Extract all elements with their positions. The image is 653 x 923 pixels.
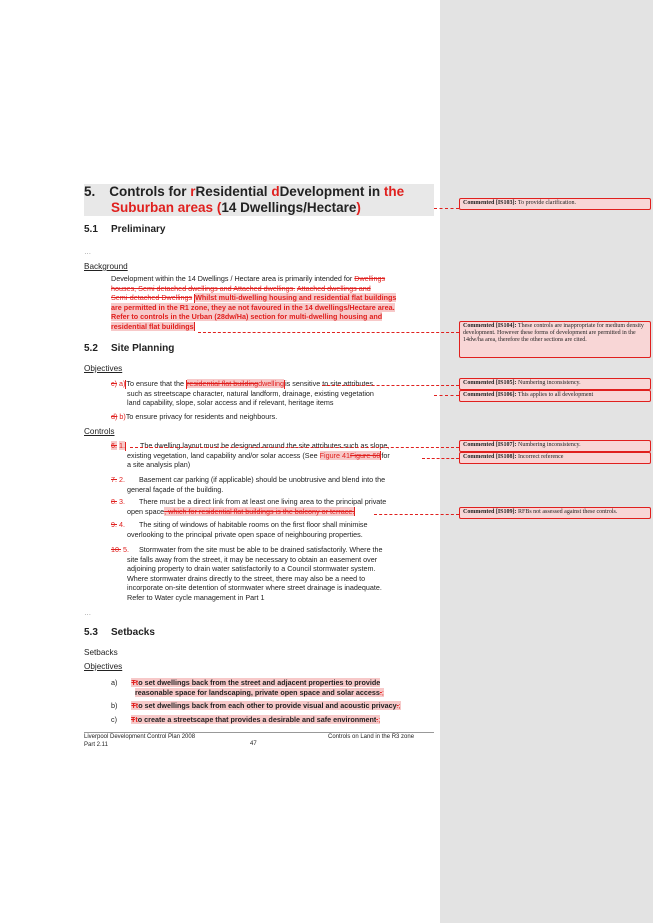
section-heading-line2: Suburban areas (14 Dwellings/Hectare) bbox=[111, 200, 361, 215]
ellipsis: … bbox=[84, 247, 92, 256]
footer-page-number: 47 bbox=[250, 741, 257, 747]
setbacks-label: Setbacks bbox=[84, 648, 118, 657]
comment-is105[interactable]: Commented [IS105]: Numbering inconsistency. bbox=[459, 378, 651, 390]
control-2: 7. 2. Basement car parking (if applicable) should be unobtrusive and blend into the general façade of the building. bbox=[111, 475, 386, 494]
comment-is109[interactable]: Commented [IS109]: RFBs not assessed against these controls. bbox=[459, 507, 651, 519]
control-3: 8. 3. There must be a direct link from at least one living area to the principal private open space, which for residential flat buildings is the balcony or terrace. bbox=[111, 497, 387, 516]
setback-objective-c: c) Tto create a streetscape that provides a desirable and safe environment ; bbox=[111, 715, 381, 724]
comment-leader-104 bbox=[198, 332, 459, 333]
objectives-label: Objectives bbox=[84, 364, 123, 373]
ellipsis-2: … bbox=[84, 608, 92, 617]
controls-label: Controls bbox=[84, 427, 115, 436]
comment-is106[interactable]: Commented [IS106]: This applies to all development bbox=[459, 390, 651, 402]
comment-is107[interactable]: Commented [IS107]: Numbering inconsistency. bbox=[459, 440, 651, 452]
background-paragraph: Development within the 14 Dwellings / Hectare area is primarily intended for Dwellings houses, Semi detached dwellings and Attached dwellings. Attached dwellings and Semi-detached Dwellings Whilst multi-dwelling housing and residential flat buildings are permitted in the R1 zone, they ae not favoured in the 14 dwellings/Hectare area. Refer to controls in the Urban (28dw/Ha) section for multi-dwelling housing and residential flat buildings bbox=[111, 274, 397, 331]
objective-a: c) a)To ensure that the residential flat buildingdwellingis sensitive to site attributes such as streetscape character, natural landform, drainage, existing vegetation land capability, slope, solar access and if relevant, heritage items bbox=[111, 379, 374, 408]
section-heading-line1: 5. Controls for rResidential dDevelopment in the bbox=[84, 184, 405, 199]
section-5-1-title: Preliminary bbox=[111, 224, 166, 235]
section-5-1: 5.1 bbox=[84, 224, 98, 235]
comment-is108[interactable]: Commented [IS108]: Incorrect reference bbox=[459, 452, 651, 464]
footer-rule bbox=[84, 732, 434, 733]
objectives-label-2: Objectives bbox=[84, 662, 123, 671]
footer-right: Controls on Land in the R3 zone bbox=[328, 734, 415, 740]
background-label: Background bbox=[84, 262, 128, 271]
comment-leader-109 bbox=[374, 514, 459, 515]
setback-objective-b: b) Tto set dwellings back from each other to provide visual and acoustic privacy.; bbox=[111, 701, 401, 710]
comment-leader-107 bbox=[130, 447, 459, 448]
comment-leader-103 bbox=[434, 208, 459, 209]
setback-objective-a: a) Tto set dwellings back from the street and adjacent properties to provide reasonable space for landscaping, private open space and solar access.; bbox=[111, 678, 384, 697]
footer-left: Liverpool Development Control Plan 2008 Part 2.11 bbox=[84, 734, 196, 748]
section-5-2: 5.2 bbox=[84, 343, 98, 354]
comment-leader-105 bbox=[322, 385, 459, 386]
control-1: 6. 1. The dwelling layout must be designed around the site attributes such as slope, existing vegetation, land capability and/or solar access (See Figure 41Figure 60for a site analysis plan) bbox=[111, 441, 390, 470]
comment-leader-106 bbox=[434, 395, 459, 396]
heading-number: 5. bbox=[84, 184, 96, 199]
control-5: 10. 5. Stormwater from the site must be able to be drained satisfactorily. Where the site falls away from the street, it may be necessary to obtain an easement over adjoining property to drain water satisfactorily to a Council stormwater system. Where stormwater drains directly to the street, there may also be a need to incorporate on-site detention of stormwater where street drainage is inadequate. Refer to Water cycle management in Part 1 bbox=[111, 545, 383, 602]
comment-is104[interactable]: Commented [IS104]: These controls are inappropriate for medium density development. However these forms of development are permitted in the 14dw/ha area, therefore the other sections are cited. bbox=[459, 321, 651, 358]
section-5-3-title: Setbacks bbox=[111, 627, 155, 638]
objective-b: d) b)To ensure privacy for residents and neighbours. bbox=[111, 412, 278, 421]
comment-leader-108 bbox=[422, 458, 459, 459]
control-4: 9. 4. The siting of windows of habitable rooms on the first floor shall minimise overlooking to the principal private open space of neighbouring properties. bbox=[111, 520, 368, 539]
comment-is103[interactable]: Commented [IS103]: To provide clarification. bbox=[459, 198, 651, 210]
section-5-2-title: Site Planning bbox=[111, 343, 175, 354]
section-5-3: 5.3 bbox=[84, 627, 98, 638]
